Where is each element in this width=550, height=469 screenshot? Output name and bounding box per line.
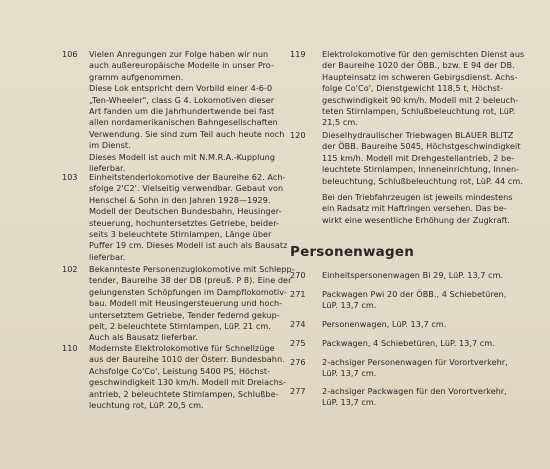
text-line: wirkt eine wesentliche Erhöhung der Zugkraft. bbox=[322, 214, 511, 225]
text-line: lieferbar. bbox=[89, 163, 126, 174]
text-line: teten Stirnlampen, Schlußbeleuchtung rot, LüP. bbox=[322, 106, 516, 117]
text-line: folge Co'Co', Dienstgewicht 118,5 t, Höchst- bbox=[322, 83, 504, 94]
item-description bbox=[322, 130, 523, 187]
text-line: allen nordamerikanischen Bahngesellschaften bbox=[89, 117, 278, 128]
text-line: steuerung, hochuntersetztes Getriebe, beider- bbox=[89, 217, 280, 228]
text-line: „Ten-Wheeler", class G 4. Lokomotiven dieser bbox=[89, 94, 275, 105]
text-line: Packwagen Pwi 20 der ÖBB., 4 Schiebetüren, bbox=[322, 289, 507, 299]
text-line: seits 3 beleuchtete Stirnlampen, Länge über bbox=[89, 229, 272, 240]
text-line: auch außereuropäische Modelle in unser Pro- bbox=[89, 60, 274, 71]
text-line: der ÖBB. Baureihe 5045, Höchstgeschwindigkeit bbox=[322, 141, 521, 152]
text-line: 115 km/h. Modell mit Drehgestellantrieb, 2 be- bbox=[322, 152, 515, 163]
text-line: Bei den Triebfahrzeugen ist jeweils mindestens bbox=[322, 192, 513, 202]
item-description bbox=[322, 289, 506, 312]
item-description bbox=[322, 357, 508, 380]
item-description bbox=[322, 338, 495, 349]
text-line: Bekannteste Personenzuglokomotive mit Schlepp- bbox=[89, 264, 295, 274]
item-number: 275 bbox=[290, 338, 306, 348]
text-line: geschwindigkeit 130 km/h. Modell mit Dreiachs- bbox=[89, 377, 286, 388]
text-line: lieferbar. bbox=[89, 251, 126, 262]
item-number: 106 bbox=[62, 49, 78, 59]
text-line: Einheitstenderlokomotive der Baureihe 62. Ach- bbox=[89, 172, 286, 182]
text-line: Elektrolokomotive für den gemischten Dienst aus bbox=[322, 49, 525, 59]
text-line: Henschel & Sohn in den Jahren 1928—1929. bbox=[89, 194, 271, 205]
item-description bbox=[89, 172, 287, 263]
text-line: geschwindigkeit 90 km/h. Modell mit 2 beleuch- bbox=[322, 94, 519, 105]
text-line: tender, Baureihe 38 der DB (preuß. P 8). Eine der bbox=[89, 275, 292, 286]
item-number: 277 bbox=[290, 386, 306, 396]
text-line: untersetztem Getriebe, Tender federnd gekup- bbox=[89, 309, 280, 320]
text-line: antrieb, 2 beleuchtete Stirnlampen, Schlußbe- bbox=[89, 388, 279, 399]
item-description bbox=[322, 270, 503, 281]
item-description bbox=[89, 264, 295, 344]
text-line: gramm aufgenommen. bbox=[89, 71, 184, 82]
traction-note bbox=[322, 192, 513, 226]
text-line: bau. Modell mit Heusingersteuerung und hoch- bbox=[89, 298, 283, 309]
text-line: Diese Lok entspricht dem Vorbild einer 4-6-0 bbox=[89, 83, 273, 94]
item-number: 271 bbox=[290, 289, 306, 299]
text-line: LüP. 13,7 cm. bbox=[322, 368, 377, 379]
text-line: 2-achsiger Packwagen für den Vorortverkehr, bbox=[322, 386, 507, 396]
item-number: 120 bbox=[290, 130, 306, 140]
text-line: Personenwagen, LüP. 13,7 cm. bbox=[322, 319, 447, 329]
text-line: Achsfolge Co'Co', Leistung 5400 PS, Höchst- bbox=[89, 365, 271, 376]
text-line: im Dienst. bbox=[89, 140, 131, 151]
text-line: Haupteinsatz im schweren Gebirgsdienst. Achs- bbox=[322, 71, 518, 82]
item-description bbox=[89, 343, 286, 411]
text-line: aus der Baureihe 1010 der Österr. Bundesbahn. bbox=[89, 354, 285, 365]
item-number: 274 bbox=[290, 319, 306, 329]
item-description bbox=[322, 386, 507, 409]
item-number: 103 bbox=[62, 172, 78, 182]
section-heading: Personenwagen bbox=[290, 244, 415, 260]
text-line: Packwagen, 4 Schiebetüren, LüP. 13,7 cm. bbox=[322, 338, 495, 348]
text-line: LüP. 13,7 cm. bbox=[322, 300, 377, 311]
item-description bbox=[322, 319, 446, 330]
text-line: ein Radsatz mit Haftringen versehen. Das be- bbox=[322, 203, 507, 214]
text-line: Auch als Bausatz lieferbar. bbox=[89, 332, 198, 343]
text-line: sfolge 2'C2'. Vielseitig verwendbar. Gebaut von bbox=[89, 183, 284, 194]
text-line: Art fanden um die Jahrhundertwende bei fast bbox=[89, 106, 275, 117]
text-line: gelungensten Schöpfungen im Dampflokomotiv- bbox=[89, 286, 287, 297]
text-line: Dieses Modell ist auch mit N.M.R.A.-Kupplung bbox=[89, 151, 276, 162]
item-number: 276 bbox=[290, 357, 306, 367]
text-line: Einheitspersonenwagen Bi 29, LüP. 13,7 cm. bbox=[322, 270, 504, 280]
text-line: leuchtung rot, LüP. 20,5 cm. bbox=[89, 400, 204, 411]
item-description bbox=[322, 49, 524, 129]
text-line: Puffer 19 cm. Dieses Modell ist auch als Bausatz bbox=[89, 240, 288, 251]
item-number: 102 bbox=[62, 264, 78, 274]
text-line: Modell der Deutschen Bundesbahn, Heusinger- bbox=[89, 206, 282, 217]
text-line: Verwendung. Sie sind zum Teil auch heute noch bbox=[89, 128, 285, 139]
item-description bbox=[89, 49, 284, 174]
text-line: LüP. 13,7 cm. bbox=[322, 397, 377, 408]
text-line: Vielen Anregungen zur Folge haben wir nun bbox=[89, 49, 269, 59]
item-number: 110 bbox=[62, 343, 78, 353]
item-number: 119 bbox=[290, 49, 306, 59]
text-line: der Baureihe 1020 der ÖBB., bzw. E 94 der DB. bbox=[322, 60, 515, 71]
text-line: pelt, 2 beleuchtete Stirnlampen, LüP. 21 cm. bbox=[89, 321, 271, 332]
text-line: 2-achsiger Personenwagen für Vorortverkehr, bbox=[322, 357, 508, 367]
text-line: Modernste Elektrolokomotive für Schnellzüge bbox=[89, 343, 275, 353]
text-line: Dieselhydraulischer Triebwagen BLAUER BLITZ bbox=[322, 130, 514, 140]
text-line: 21,5 cm. bbox=[322, 117, 358, 128]
item-number: 270 bbox=[290, 270, 306, 280]
text-line: beleuchtung, Schlußbeleuchtung rot, LüP. 44 cm. bbox=[322, 175, 523, 186]
text-line: leuchtete Stirnlampen, Inneneinrichtung, Innen- bbox=[322, 164, 520, 175]
